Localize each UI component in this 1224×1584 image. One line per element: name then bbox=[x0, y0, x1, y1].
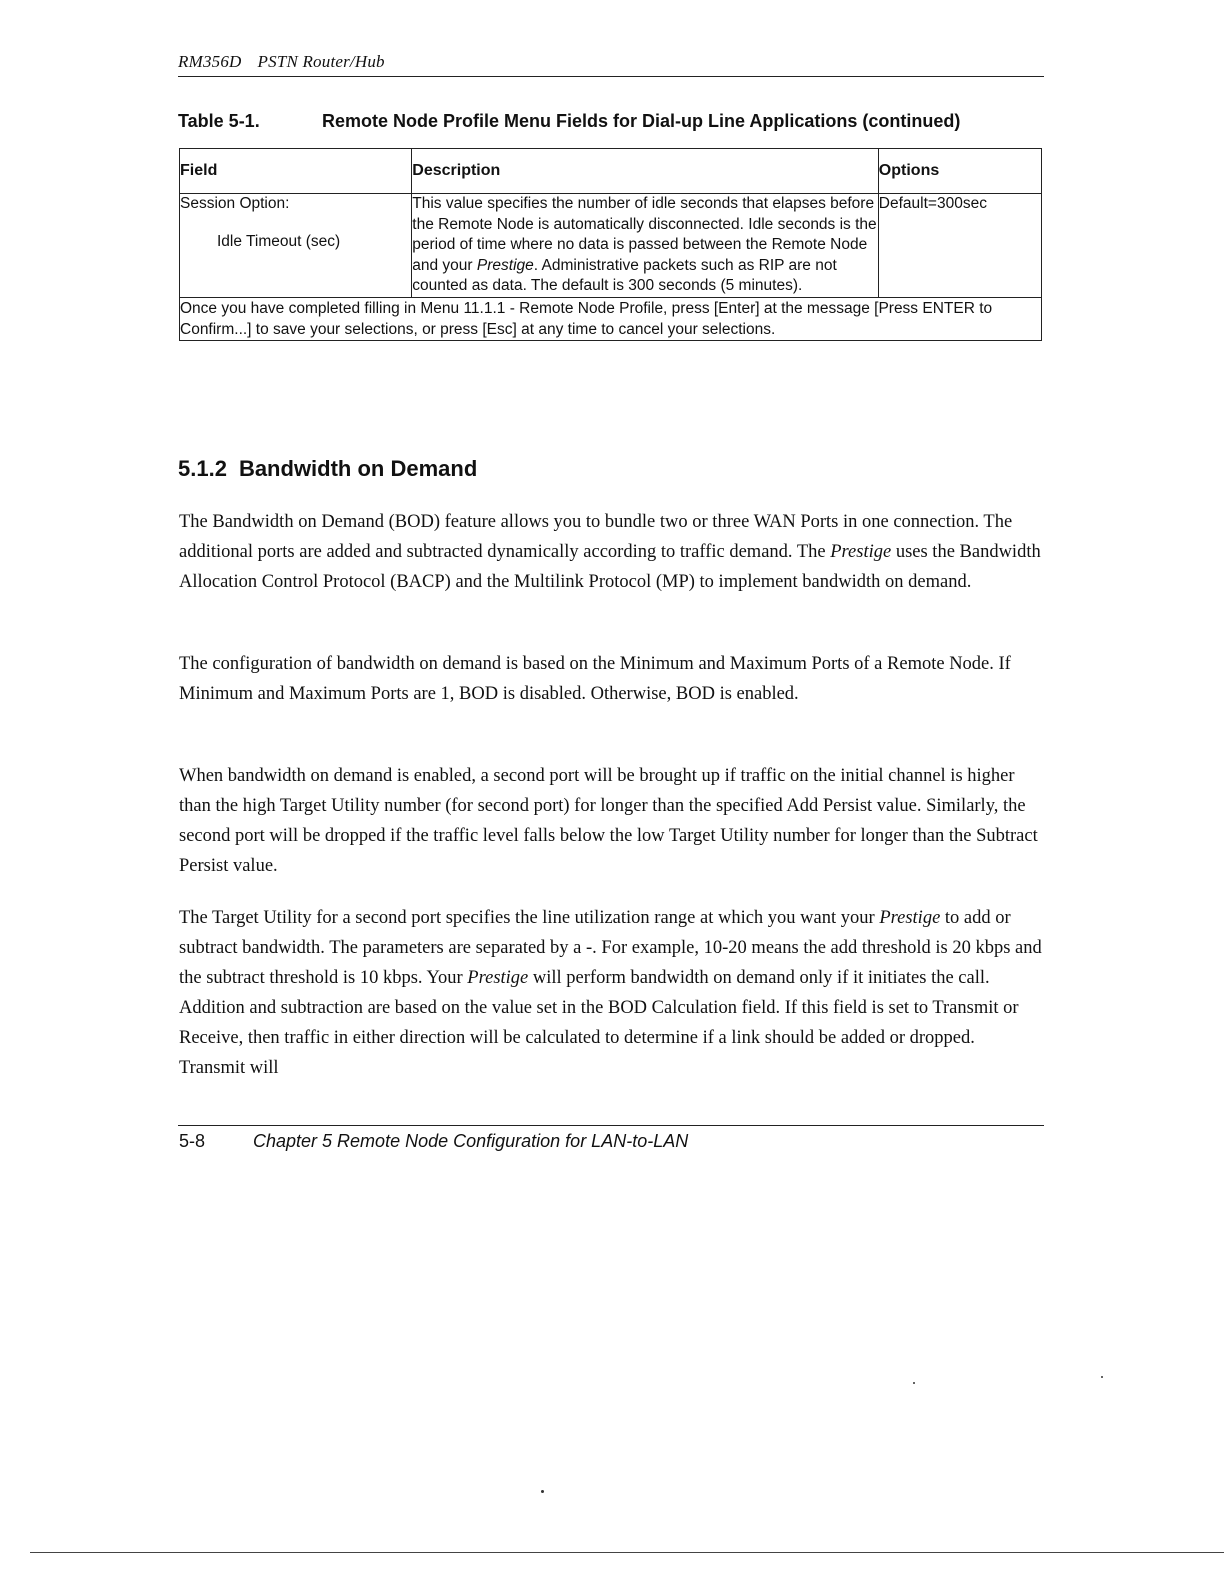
table-caption bbox=[178, 111, 1044, 132]
column-header-description: Description bbox=[412, 149, 879, 194]
paragraph-text-part: will perform bandwidth on demand only if it initiates the call. Addition and subtraction are based on the value set in the BOD Calculation field. If this field is set to Transmit or Receive, then traffic in either direction will be calculated to determine if a link should be added or dropped. Transmit will bbox=[179, 968, 1019, 1078]
description-text-part: . Administrative packets such as RIP are not counted as data. The default is 300 seconds (5 minutes). bbox=[412, 256, 837, 294]
table-row bbox=[180, 194, 1042, 298]
paragraph-4 bbox=[179, 903, 1044, 1083]
footer-rule bbox=[178, 1125, 1044, 1126]
paragraph-product-name: Prestige bbox=[879, 908, 941, 928]
table-footer-note: Once you have completed filling in Menu 11.1.1 - Remote Node Profile, press [Enter] at the message [Press ENTER to Confirm...] to save your selections, or press [Esc] at any time to cancel your selections. bbox=[180, 297, 1042, 340]
scan-speck bbox=[541, 1490, 544, 1493]
scan-edge-line bbox=[30, 1552, 1224, 1553]
header-rule bbox=[178, 76, 1044, 77]
table-caption-title: Remote Node Profile Menu Fields for Dial-up Line Applications (continued) bbox=[322, 111, 961, 131]
scan-speck bbox=[913, 1382, 915, 1384]
chapter-title: Chapter 5 Remote Node Configuration for LAN-to-LAN bbox=[253, 1131, 689, 1151]
header-product: RM356D bbox=[178, 52, 242, 71]
description-cell bbox=[412, 194, 879, 298]
description-product-name: Prestige bbox=[476, 256, 534, 274]
column-header-field: Field bbox=[180, 149, 412, 194]
paragraph-text-part: The Bandwidth on Demand (BOD) feature allows you to bundle two or three WAN Ports in one connection. The additional ports are added and subtracted dynamically according to traffic demand. The bbox=[179, 512, 1013, 562]
section-number: 5.1.2 bbox=[178, 456, 227, 481]
paragraph-1 bbox=[179, 507, 1044, 597]
description-text-part: This value specifies the number of idle seconds that elapses before the Remote Node is automatically disconnected. Idle seconds is the period of time where no data is passed between the Remote Node and your bbox=[412, 195, 877, 274]
field-name: Session Option: bbox=[180, 195, 290, 212]
section-heading bbox=[178, 456, 477, 482]
page-number: 5-8 bbox=[179, 1131, 206, 1151]
paragraph-product-name: Prestige bbox=[830, 542, 892, 562]
fields-table bbox=[179, 148, 1042, 341]
paragraph-3: When bandwidth on demand is enabled, a second port will be brought up if traffic on the initial channel is higher than the high Target Utility number (for second port) for longer than the specified Add Persist value. Similarly, the second port will be dropped if the traffic level falls below the low Target Utility number for longer than the Subtract Persist value. bbox=[179, 766, 1038, 876]
running-header bbox=[178, 52, 385, 72]
table-header-row bbox=[180, 149, 1042, 194]
table-footer-row bbox=[180, 297, 1042, 340]
paragraph-text-part: The Target Utility for a second port specifies the line utilization range at which you want your bbox=[179, 908, 880, 928]
paragraph-text-part: to add or subtract bandwidth. The parameters are separated by a -. For example, 10-20 means the add threshold is 20 kbps and the subtract threshold is 10 kbps. Your bbox=[179, 908, 1042, 988]
table-caption-number: Table 5-1. bbox=[178, 111, 260, 131]
paragraph-2: The configuration of bandwidth on demand is based on the Minimum and Maximum Ports of a Remote Node. If Minimum and Maximum Ports are 1, BOD is disabled. Otherwise, BOD is enabled. bbox=[179, 654, 1011, 704]
paragraph-product-name: Prestige bbox=[467, 968, 529, 988]
paragraph-text-part: uses the Bandwidth Allocation Control Protocol (BACP) and the Multilink Protocol (MP) to implement bandwidth on demand. bbox=[179, 542, 1041, 592]
section-title: Bandwidth on Demand bbox=[238, 456, 478, 481]
field-subname: Idle Timeout (sec) bbox=[217, 232, 341, 250]
field-cell bbox=[180, 194, 412, 298]
column-header-options: Options bbox=[878, 149, 1041, 194]
scan-speck bbox=[1101, 1376, 1103, 1378]
running-footer bbox=[179, 1131, 688, 1152]
header-subtitle: PSTN Router/Hub bbox=[257, 52, 385, 71]
options-cell: Default=300sec bbox=[878, 194, 1041, 298]
